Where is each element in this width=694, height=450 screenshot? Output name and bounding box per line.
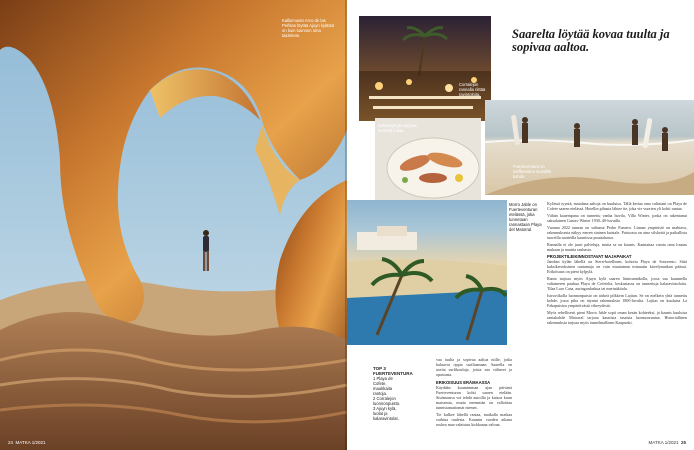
morro-caption-text: Morro Jable on Fuerteventuran etelässä, joka tunnetaan rannastaan Playa del Matorral. [509, 202, 542, 232]
col2-paragraph-6: Ranta tarjoaa myös Ajuyn kylä saaren länsirannikolla, jossa saa kuunnella valtameren pauhua Playa de Cofetelta, keskustassa on tunnettuja kalaravintoloita. Tilaa Loro Casa, auringonlaskua tai merinäköala. [547, 276, 687, 292]
col2-subhead: PROJEKTILEIKINNOSTAVAT MAJAPAIKAT [547, 253, 632, 259]
right-page-number: 25 [680, 440, 686, 445]
col2-paragraph-4: Rannalla ei ole juuri palveluja, mutta se on kaunis. Kannattaa varata oma lounas mukaan ja nauttia rauhasta. [547, 241, 687, 252]
body-column-1 [436, 357, 512, 429]
restaurant-scene [359, 16, 491, 121]
fish-caption: Kalastajakylä tarjoaa tuoretta kalaa. [378, 123, 417, 133]
body-column-2 [547, 201, 687, 327]
left-page-number: 24 [8, 440, 14, 445]
col1-subhead: ERIKOISUUS ERÄMAASSA [436, 379, 491, 385]
fish-platter-photo [375, 118, 481, 206]
col2-paragraph-2: Vähän kauempana on tunnettu vanha huvila, Villa Winter, jonka on rakentanut saksalainen Gustav Winter 1930–40-luvuilla. [547, 212, 687, 223]
left-folio [8, 440, 45, 445]
surf-caption: Fuerteventura on surffareiden suosikki kohde. [513, 164, 552, 179]
col2-paragraph-7: Istruviikolla luonnonpuisto on tärkeä pilkkein Lajitan. Se on melkein yhtä tunnettu kohde, jossa piha on täynnä rakennuksia 1800-luvulta. Lajitas on kuuluisa La Fabapuistoa ympäröivästä vihreydestä. [547, 293, 687, 309]
col1-paragraph-3: Tie kulkee lähellä rantaa, matkalla matkaa vaihtua tuulesta. Kuumin vuoden aikana ruskea maa valaistuu kirkkaana valona. [436, 412, 512, 428]
col2-paragraph-8: Myös rehellisesti pieni Morro Jable sopii oman kesän kohteeksi, ja kaunis kuuluisa rantakohde Matorral tarjoaa kaunista tasaista luonnonrantaa. Historiallinen rakennuksia tarjoaa myös tunnelmallinen Kaupunki. [547, 309, 687, 326]
corralejo-caption: Corralejon rannalla riittää ravintoloita. [459, 82, 486, 97]
col1-paragraph-1: vaa tuulta ja sopivaa aaltoa niille, jotka haluavat oppia surffaamaan. Saarella on useita surfikouluja, joista saa välineet ja opastusta. [436, 357, 512, 378]
col2-paragraph-5: Jandian kylän lähellä on Stern-hotellinen, kohotta Playa de Sotavento. Siitä kaksikerroksinen rantamaja on vain muutaman minuutin kävelymatkan päässä. Erikoisuus on pieni kylpylä. [547, 259, 687, 275]
right-folio [649, 440, 686, 445]
left-photo-caption: Kalliomuoto Arco de las Peñitas löytää Ajuyn kylästä on kuin luonnon oma taideteos. [282, 18, 334, 38]
col2-paragraph-1: Kylässä tyyntä, matalana aaltoja on kuuluisa. Tällä kertaa oma valintani on Playa de Cofete saaren etelässä. Hotellin pihasta lähtee tie, joka vie vuorten yli kohti rantaa. [547, 201, 687, 212]
coastal-scene [347, 200, 507, 345]
right-page [347, 0, 694, 450]
headline: Saarelta löytää kovaa tuulta ja sopivaa aaltoa. [512, 27, 670, 54]
left-magazine-name: MATKA 1/2021 [15, 440, 46, 445]
coastal-town-photo [347, 200, 507, 345]
surf-beach-photo [485, 100, 694, 195]
col1-paragraph-2: Käydään kuumimman ajan päivänä Fuerteventuran kohti saaren etelään. Sisämaassa voi tehdä autoilla ja katsoa kuun maisemia, mutta enemmän on valloittaa tunnistamattomat niemet. [436, 384, 512, 411]
top3-box [370, 364, 413, 424]
top3-item-3: 3 Ajuyn kylä, luolat ja kalaravintolat. [373, 406, 399, 421]
top3-item-1: 1 Playa de Cofete, maukkaita rantoja. [373, 376, 393, 396]
restaurant-night-photo [359, 16, 491, 121]
top3-item-2: 2 Corralejon luonnonpuisto. [373, 396, 401, 406]
surf-scene [485, 100, 694, 195]
col2-paragraph-3: Vuonna 2022 rannan on valinnut Pedro Fumero. Linnan ympäristö on mahtava, rakennuksesta näkyy meren sininen kaistale. Puistossa on aina vilskettä ja paikallisia tuoreilla tuotteilla kauniissa puutarhassa. [547, 224, 687, 240]
top3-title: TOP 3 FUERTEVENTURA [373, 366, 413, 376]
right-magazine-name: MATKA 1/2021 [648, 440, 679, 445]
